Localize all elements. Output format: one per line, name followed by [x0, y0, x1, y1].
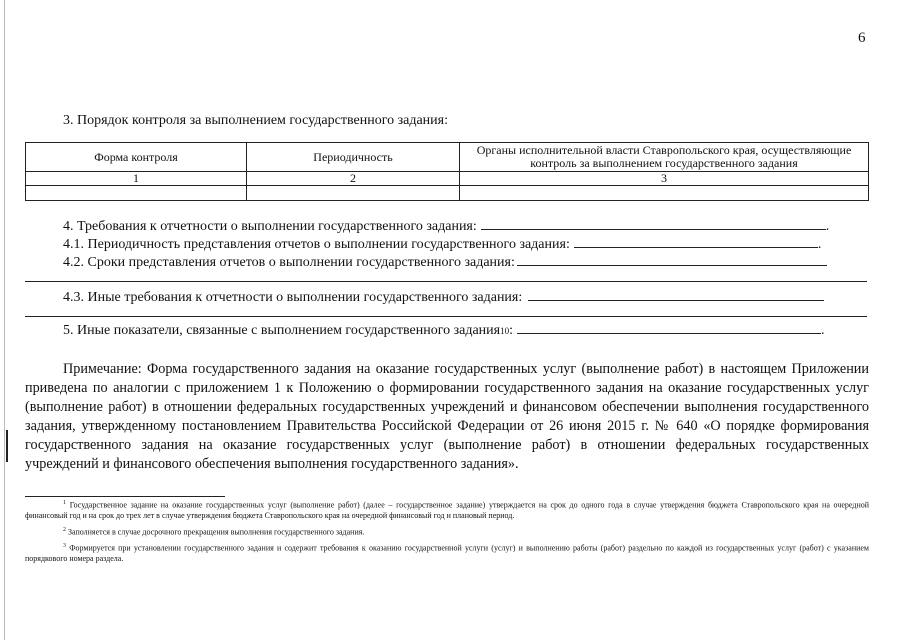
table-cell[interactable]	[26, 186, 247, 201]
requirement-4-3-continuation-line[interactable]	[25, 316, 867, 317]
page-left-border	[4, 0, 5, 640]
column-number-3: 3	[460, 172, 869, 186]
requirement-4-field[interactable]	[481, 217, 826, 230]
requirement-4-1-field[interactable]	[574, 235, 818, 248]
line-terminator: .	[825, 219, 830, 234]
note-paragraph: Примечание: Форма государственного задания на оказание государственных услуг (выполнение работ) в настоящем Приложении приведена по аналогии с приложением 1 к Положению о формировании государственного задания на оказание государственных услуг (выполнение работ) в отношении федеральных государственных учреждений и финансовом обеспечении выполнения государственного задания, утвержденному постановлением Правительства Российской Федерации от 26 июня 2015 г. № 640 «О порядке формирования государственного задания на оказание государственных услуг (выполнение работ) в отношении федеральных государственных учреждений и финансового обеспечения выполнения государственного задания».	[25, 361, 869, 472]
page-number: 6	[858, 30, 866, 46]
margin-mark	[6, 430, 8, 462]
table-cell[interactable]	[460, 186, 869, 201]
line-terminator: .	[817, 237, 822, 252]
footnote-2-text: Заполняется в случае досрочного прекращения выполнения государственного задания.	[68, 527, 365, 537]
header-periodicity: Периодичность	[247, 143, 460, 172]
header-authorities: Органы исполнительной власти Ставропольского края, осуществляющие контроль за выполнением государственного задания	[460, 143, 869, 172]
footnote-ref-10: 10	[500, 326, 510, 336]
requirement-4-2-field[interactable]	[517, 253, 827, 266]
table-header-row	[26, 143, 869, 172]
line-terminator: .	[821, 323, 825, 338]
footnote-3	[25, 541, 869, 565]
footnote-3-text: Формируется при установлении государственного задания и содержит требования к оказанию государственной услуги (услуг) и выполнению работы (работ) раздельно по каждой из государственных услуг (работ) с указанием порядкового номера раздела.	[25, 543, 869, 563]
requirement-4-label: 4. Требования к отчетности о выполнении государственного задания:	[63, 219, 477, 234]
requirement-5-field[interactable]	[517, 321, 821, 334]
requirement-4-1	[63, 235, 821, 253]
footnotes	[25, 498, 869, 567]
header-control-form: Форма контроля	[26, 143, 247, 172]
footnote-1-number: 1	[63, 500, 66, 506]
requirement-5	[63, 321, 825, 339]
requirement-4	[63, 217, 829, 235]
table-cell[interactable]	[247, 186, 460, 201]
requirement-4-2-continuation-line[interactable]	[25, 281, 867, 282]
table-row	[26, 186, 869, 201]
requirement-5-label: 5. Иные показатели, связанные с выполнением государственного задания	[63, 323, 501, 338]
column-number-2: 2	[247, 172, 460, 186]
footnote-1	[25, 498, 869, 522]
requirement-4-2	[63, 253, 827, 271]
requirement-4-2-label: 4.2. Сроки представления отчетов о выполнении государственного задания:	[63, 255, 515, 270]
table-number-row	[26, 172, 869, 186]
requirement-4-1-label: 4.1. Периодичность представления отчетов о выполнении государственного задания:	[63, 237, 570, 252]
colon: :	[509, 323, 514, 338]
requirement-4-3	[63, 288, 824, 306]
column-number-1: 1	[26, 172, 247, 186]
control-table	[25, 142, 869, 201]
footnote-2	[25, 525, 869, 538]
requirement-4-3-field[interactable]	[528, 288, 824, 301]
footnote-separator	[25, 496, 225, 497]
footnote-2-number: 2	[63, 526, 66, 533]
requirement-4-3-label: 4.3. Иные требования к отчетности о выполнении государственного задания:	[63, 290, 523, 305]
section-3-title: 3. Порядок контроля за выполнением государственного задания:	[63, 113, 448, 128]
footnote-3-number: 3	[63, 542, 66, 549]
footnote-1-text: Государственное задание на оказание государственных услуг (выполнение работ) (далее – государственное задание) утверждается на срок до одного года в случае утверждения бюджета Ставропольского края на очередной финансовый год и на срок до трех лет в случае утверждения бюджета Ставропольского края на очередной финансовый год и плановый период.	[25, 500, 870, 521]
